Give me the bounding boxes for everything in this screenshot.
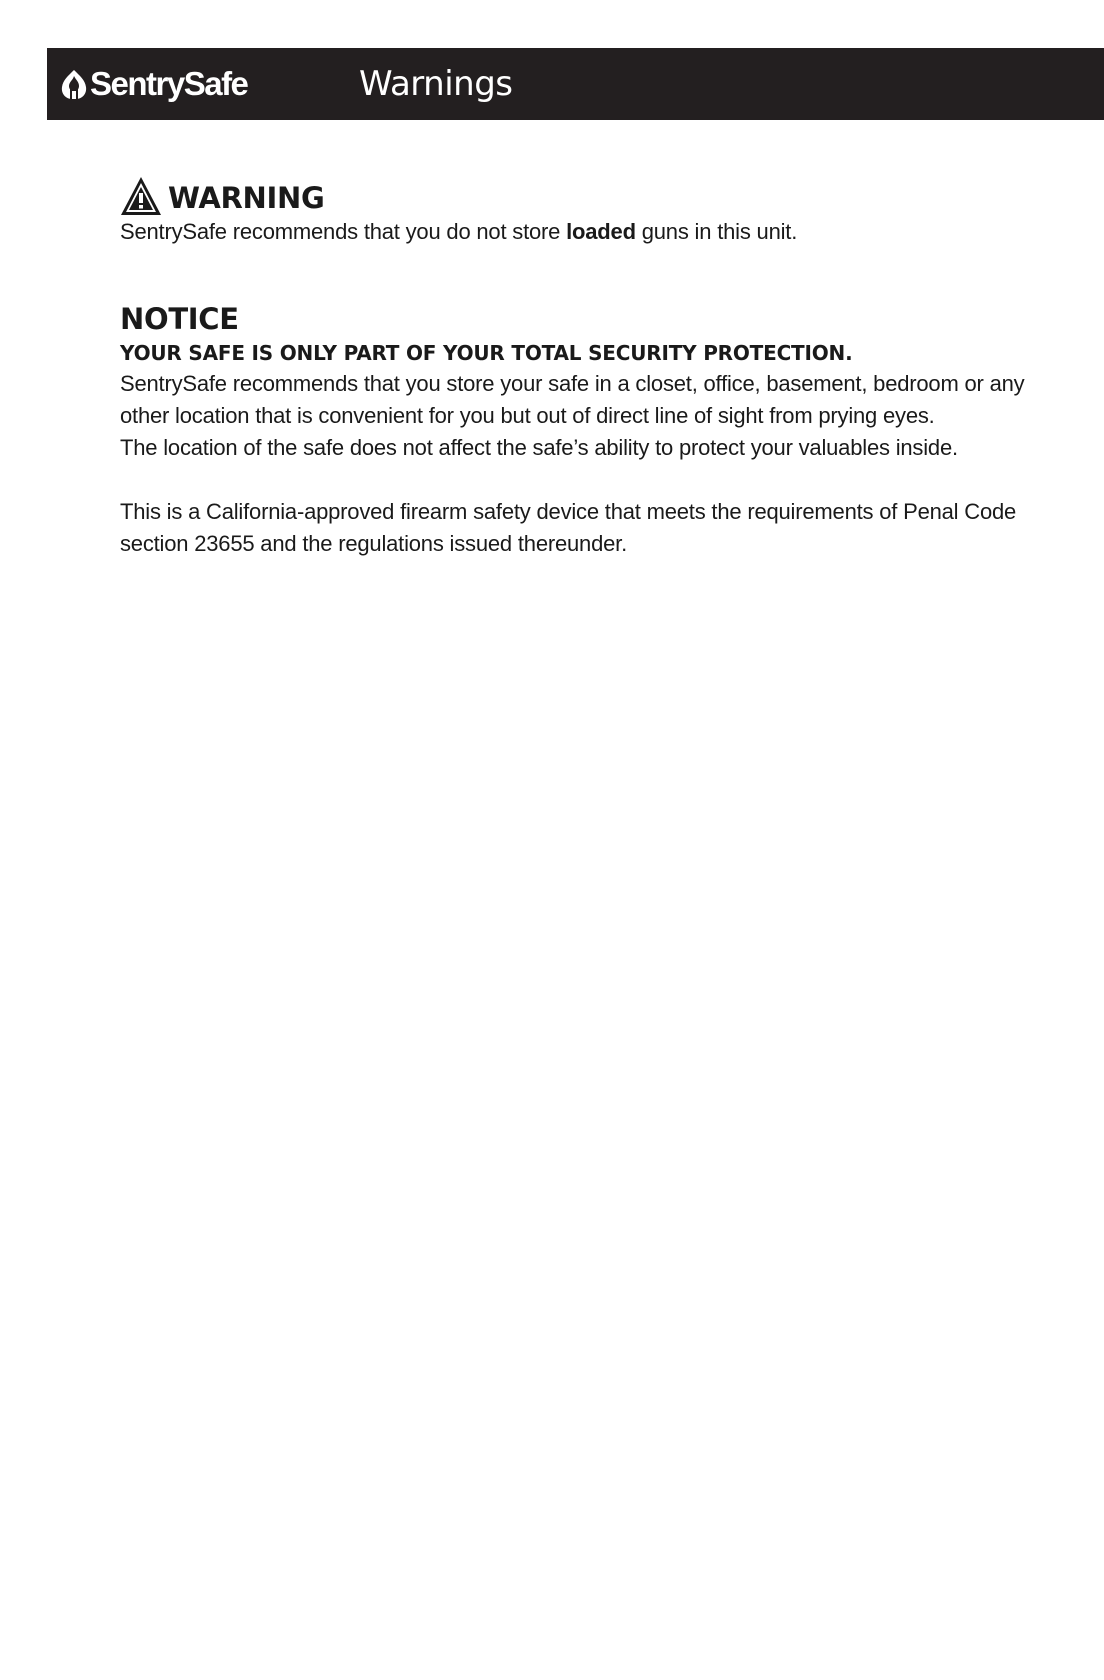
notice-paragraph — [120, 368, 1025, 464]
warning-text — [120, 216, 1000, 248]
page-title: Warnings — [359, 64, 513, 104]
house-flame-icon — [59, 67, 89, 101]
notice-line: other location that is convenient for you but out of direct line of sight from prying eyes. — [120, 403, 935, 428]
logo-text: SentrySafe — [90, 65, 248, 102]
california-line: This is a California-approved firearm safety device that meets the requirements of Penal Code — [120, 499, 1017, 524]
notice-title: NOTICE — [120, 302, 239, 336]
sentrysafe-logo — [59, 64, 247, 104]
california-paragraph — [120, 496, 1017, 560]
notice-subtitle: YOUR SAFE IS ONLY PART OF YOUR TOTAL SECURITY PROTECTION. — [120, 341, 853, 365]
warning-text-bold: loaded — [566, 219, 636, 244]
warning-triangle-icon — [120, 176, 162, 216]
header-bar — [47, 48, 1104, 120]
california-line: section 23655 and the regulations issued thereunder. — [120, 531, 627, 556]
notice-line: The location of the safe does not affect the safe’s ability to protect your valuables inside. — [120, 435, 958, 460]
warning-heading — [120, 170, 1000, 216]
warning-text-after: guns in this unit. — [635, 219, 798, 244]
warning-title: WARNING — [168, 181, 325, 215]
notice-line: SentrySafe recommends that you store your safe in a closet, office, basement, bedroom or any — [120, 371, 1025, 396]
document-content — [120, 170, 1025, 560]
warning-text-before: SentrySafe recommends that you do not store — [120, 219, 567, 244]
